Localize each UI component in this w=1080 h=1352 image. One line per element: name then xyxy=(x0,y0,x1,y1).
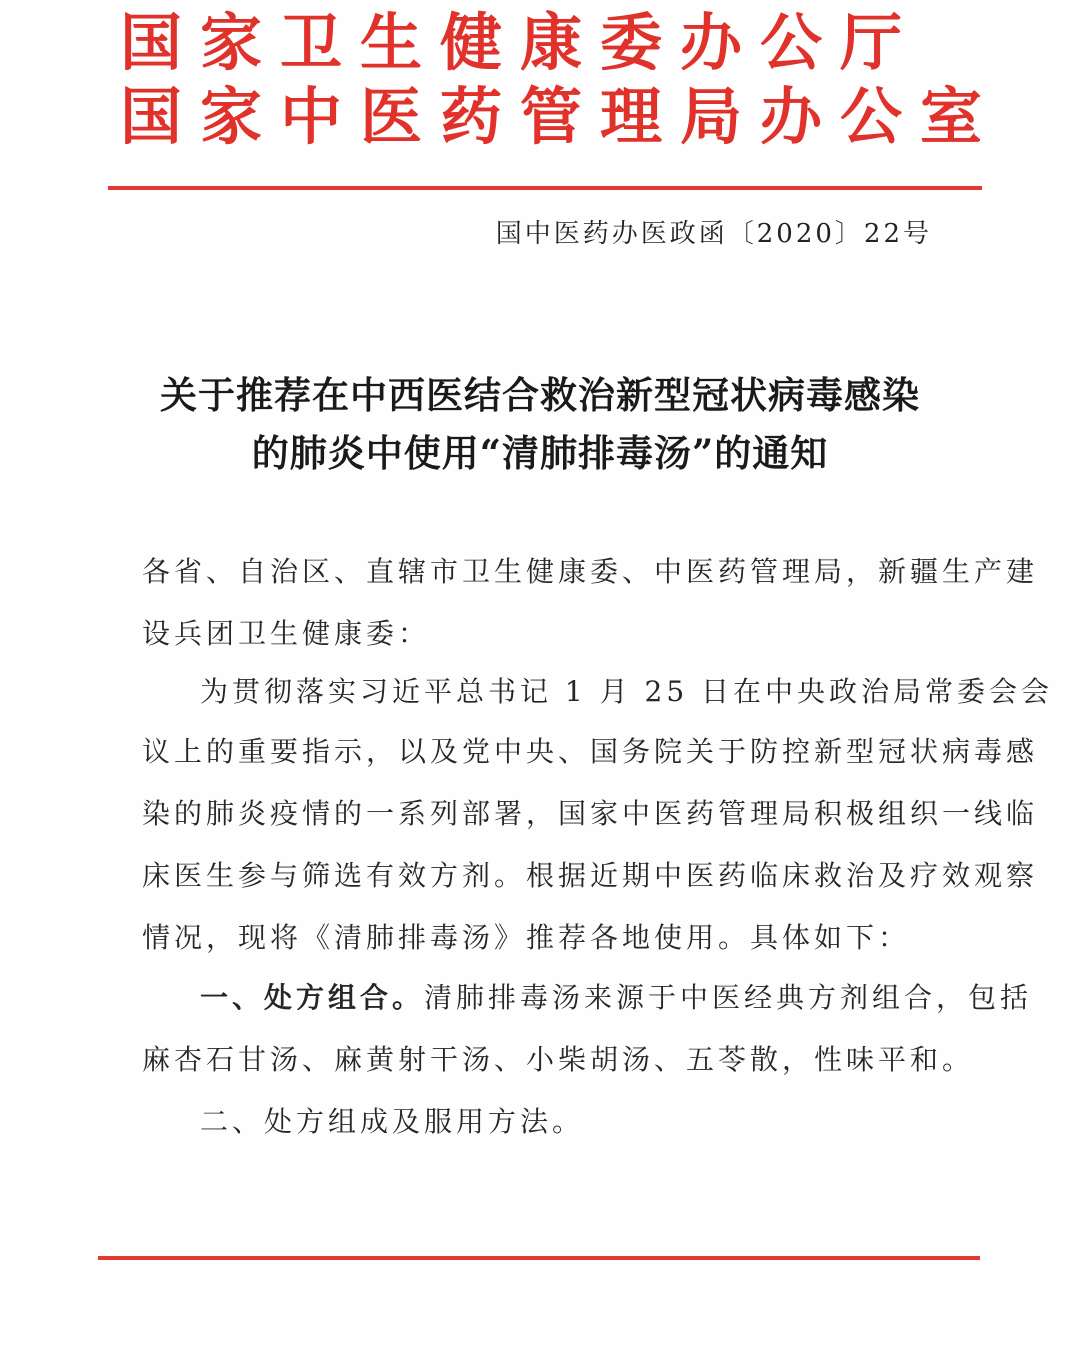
document-number: 国中医药办医政函〔2020〕22号 xyxy=(495,219,932,249)
paragraph-1-line-1: 为贯彻落实习近平总书记 1 月 25 日在中央政治局常委会会 xyxy=(200,675,1054,708)
section-1-line-1 xyxy=(200,978,1033,1018)
section-1-line-2: 麻杏石甘汤、麻黄射干汤、小柴胡汤、五苓散，性味平和。 xyxy=(142,1043,975,1076)
footer-divider xyxy=(98,1256,980,1260)
issuer-name-1: 国家卫生健康委办公厅 xyxy=(120,6,921,79)
section-1-heading: 一、处方组合。 xyxy=(200,981,425,1014)
paragraph-1-line-4: 床医生参与筛选有效方剂。根据近期中医药临床救治及疗效观察 xyxy=(142,859,1039,892)
addressee-line-2: 设兵团卫生健康委： xyxy=(142,617,431,650)
document-title-line-1: 关于推荐在中西医结合救治新型冠状病毒感染 xyxy=(160,373,920,417)
paragraph-1-line-2: 议上的重要指示，以及党中央、国务院关于防控新型冠状病毒感 xyxy=(142,735,1039,768)
letterhead-divider xyxy=(108,186,982,190)
addressee-line-1: 各省、自治区、直辖市卫生健康委、中医药管理局，新疆生产建 xyxy=(142,555,1039,588)
paragraph-1-line-5: 情况，现将《清肺排毒汤》推荐各地使用。具体如下： xyxy=(142,921,911,954)
section-1-text: 清肺排毒汤来源于中医经典方剂组合，包括 xyxy=(424,981,1033,1014)
issuer-name-2: 国家中医药管理局办公室 xyxy=(120,80,1001,153)
paragraph-1-line-3: 染的肺炎疫情的一系列部署，国家中医药管理局积极组织一线临 xyxy=(142,797,1039,830)
section-2-heading: 二、处方组成及服用方法。 xyxy=(200,1105,585,1138)
document-title-line-2: 的肺炎中使用“清肺排毒汤”的通知 xyxy=(251,431,829,475)
